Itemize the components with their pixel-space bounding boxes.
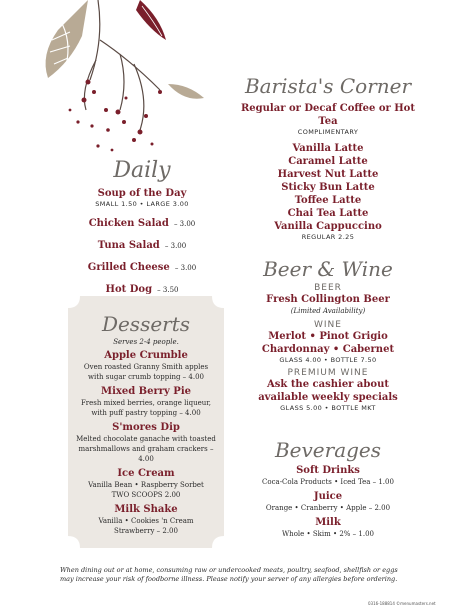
menu-item xyxy=(76,349,216,382)
daily-title: Daily xyxy=(113,158,171,183)
item-name: Grilled Cheese xyxy=(87,262,170,273)
desserts-section xyxy=(76,312,216,539)
item-name: Toffee Latte xyxy=(294,195,362,206)
item-price: GLASS 5.00 • BOTTLE MKT xyxy=(280,404,376,412)
item-desc: Orange • Cranberry • Apple – 2.00 xyxy=(265,504,391,512)
menu-item xyxy=(238,516,418,539)
item-price: – 3.00 xyxy=(174,264,197,272)
beer-wine-section xyxy=(238,257,418,412)
item-name: Merlot • Pinot Grigio xyxy=(268,331,388,342)
item-desc: marshmallows and graham crackers – 4.00 xyxy=(78,445,214,463)
beer-heading: BEER xyxy=(314,283,342,293)
complimentary-label: COMPLIMENTARY xyxy=(297,128,359,136)
item-price: – 3.00 xyxy=(164,242,187,250)
leaf-icon xyxy=(168,84,204,99)
item-name: Apple Crumble xyxy=(104,350,188,361)
menu-item xyxy=(76,187,208,208)
beverages-section xyxy=(238,438,418,539)
item-price: – 3.00 xyxy=(173,220,196,228)
beer-wine-title: Beer & Wine xyxy=(263,257,393,281)
menu-item xyxy=(76,421,216,464)
menu-item xyxy=(238,464,418,487)
item-desc: Melted chocolate ganache with toasted xyxy=(76,435,216,443)
item-name: Chicken Salad xyxy=(88,218,169,229)
menu-item xyxy=(76,233,208,252)
barista-section xyxy=(238,74,418,241)
item-name: S'mores Dip xyxy=(112,422,180,433)
item-name: Mixed Berry Pie xyxy=(101,386,191,397)
item-price: SMALL 1.50 xyxy=(95,200,138,208)
item-price: GLASS 4.00 • BOTTLE 7.50 xyxy=(279,356,377,364)
beverages-title: Beverages xyxy=(274,438,382,462)
item-name: Vanilla Latte xyxy=(292,143,364,154)
item-name: Ice Cream xyxy=(117,468,175,479)
premium-wine-heading: PREMIUM WINE xyxy=(287,368,369,378)
separator: • xyxy=(139,200,144,208)
item-name: Sticky Bun Latte xyxy=(281,182,375,193)
item-note: (Limited Availability) xyxy=(290,307,366,315)
item-desc: Oven roasted Granny Smith apples xyxy=(83,363,209,371)
item-price: LARGE 3.00 xyxy=(146,200,189,208)
menu-item xyxy=(76,211,208,230)
item-desc: with puff pastry topping – 4.00 xyxy=(91,409,201,417)
item-name: available weekly specials xyxy=(258,392,398,403)
item-desc: Vanilla • Cookies 'n Cream xyxy=(98,517,194,525)
item-name: Tuna Salad xyxy=(97,240,160,251)
menu-item xyxy=(76,277,208,296)
item-name: Caramel Latte xyxy=(288,156,368,167)
menu-item xyxy=(76,467,216,500)
print-code: 0316-188814 ©menumasters.net xyxy=(368,601,436,606)
allergy-disclaimer xyxy=(60,566,400,584)
item-name: Chardonnay • Cabernet xyxy=(261,344,395,355)
item-name: Harvest Nut Latte xyxy=(277,169,379,180)
barista-title: Barista's Corner xyxy=(244,74,412,98)
item-name: Fresh Collington Beer xyxy=(266,294,390,305)
item-desc: TWO SCOOPS 2.00 xyxy=(111,491,181,499)
item-desc: with sugar crumb topping – 4.00 xyxy=(88,373,204,381)
item-name: Juice xyxy=(313,491,343,502)
berries-icon xyxy=(69,80,162,152)
menu-item xyxy=(238,490,418,513)
item-price: – 3.50 xyxy=(157,286,179,294)
item-desc: Whole • Skim • 2% – 1.00 xyxy=(281,530,374,538)
item-name: Soup of the Day xyxy=(97,188,187,199)
item-desc: Fresh mixed berries, orange liqueur, xyxy=(80,399,212,407)
disclaimer-line: may increase your risk of foodborne illness. Please notify your server of any allergies before ordering. xyxy=(60,575,398,583)
item-name: Regular or Decaf Coffee or Hot Tea xyxy=(241,103,415,127)
daily-section xyxy=(76,158,208,299)
menu-item xyxy=(76,503,216,536)
wine-heading: WINE xyxy=(314,320,342,330)
item-name: Milk xyxy=(315,517,341,528)
item-name: Ask the cashier about xyxy=(267,379,389,390)
item-price: REGULAR 2.25 xyxy=(301,233,355,241)
item-name: Chai Tea Latte xyxy=(287,208,369,219)
item-name: Soft Drinks xyxy=(296,465,360,476)
item-desc: Coca-Cola Products • Iced Tea – 1.00 xyxy=(262,478,394,486)
serves-note: Serves 2-4 people. xyxy=(113,338,179,346)
item-desc: Strawberry – 2.00 xyxy=(114,527,178,535)
leaf-icon xyxy=(46,0,88,78)
desserts-title: Desserts xyxy=(101,312,191,336)
leaf-icon xyxy=(136,0,166,40)
item-name: Hot Dog xyxy=(105,284,153,295)
item-name: Vanilla Cappuccino xyxy=(274,221,382,232)
menu-item xyxy=(76,255,208,274)
item-name: Milk Shake xyxy=(114,504,178,515)
item-desc: Vanilla Bean • Raspberry Sorbet xyxy=(88,481,204,489)
menu-item xyxy=(76,385,216,418)
disclaimer-line: When dining out or at home, consuming raw or undercooked meats, poultry, seafood, shellfish or eggs xyxy=(60,566,398,574)
